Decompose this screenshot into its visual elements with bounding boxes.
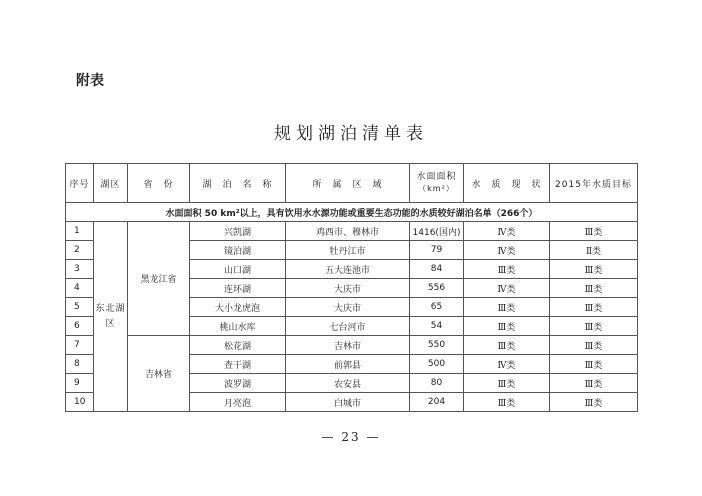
header-lake-name: 湖 泊 名 称 xyxy=(190,164,286,203)
cell-area-region: 大庆市 xyxy=(286,279,410,298)
cell-area-region: 农安县 xyxy=(286,374,410,393)
cell-lake: 波罗湖 xyxy=(190,374,286,393)
header-region: 湖区 xyxy=(94,164,128,203)
cell-water-area: 556 xyxy=(410,279,464,298)
cell-area-region: 牡丹江市 xyxy=(286,241,410,260)
header-province: 省 份 xyxy=(128,164,190,203)
header-water-area-unit: （km²） xyxy=(418,184,455,193)
cell-target: Ⅲ类 xyxy=(550,222,638,241)
cell-no: 7 xyxy=(66,336,94,355)
cell-quality: Ⅲ类 xyxy=(464,298,550,317)
header-quality-now: 水 质 现 状 xyxy=(464,164,550,203)
cell-lake: 大小龙虎泡 xyxy=(190,298,286,317)
table-row xyxy=(66,336,638,355)
cell-target: Ⅲ类 xyxy=(550,374,638,393)
cell-area-region: 吉林市 xyxy=(286,336,410,355)
cell-lake: 镜泊湖 xyxy=(190,241,286,260)
header-water-area-label: 水面面积 xyxy=(416,172,457,182)
header-target-2015: 2015年水质目标 xyxy=(550,164,638,203)
cell-province-jilin: 吉林省 xyxy=(128,336,190,412)
page-title: 规划湖泊清单表 xyxy=(274,124,428,144)
cell-water-area: 550 xyxy=(410,336,464,355)
cell-lake: 松花湖 xyxy=(190,336,286,355)
cell-area-region: 大庆市 xyxy=(286,298,410,317)
cell-no: 3 xyxy=(66,260,94,279)
cell-target: Ⅲ类 xyxy=(550,298,638,317)
header-seq: 序号 xyxy=(66,164,94,203)
cell-lake: 连环湖 xyxy=(190,279,286,298)
cell-lake: 山口湖 xyxy=(190,260,286,279)
header-water-area xyxy=(410,164,464,203)
cell-quality: Ⅲ类 xyxy=(464,317,550,336)
cell-area-region: 白城市 xyxy=(286,393,410,412)
cell-no: 10 xyxy=(66,393,94,412)
cell-water-area: 1416(国内) xyxy=(410,222,464,241)
section-row xyxy=(66,203,638,222)
cell-quality: Ⅳ类 xyxy=(464,279,550,298)
cell-target: Ⅲ类 xyxy=(550,260,638,279)
cell-target: Ⅲ类 xyxy=(550,317,638,336)
cell-province-heilongjiang: 黑龙江省 xyxy=(128,222,190,336)
header-area-region: 所 属 区 域 xyxy=(286,164,410,203)
cell-no: 5 xyxy=(66,298,94,317)
cell-water-area: 84 xyxy=(410,260,464,279)
cell-water-area: 54 xyxy=(410,317,464,336)
cell-quality: Ⅲ类 xyxy=(464,374,550,393)
cell-area-region: 鸡西市、穆林市 xyxy=(286,222,410,241)
cell-quality: Ⅳ类 xyxy=(464,355,550,374)
cell-target: Ⅱ类 xyxy=(550,241,638,260)
cell-water-area: 80 xyxy=(410,374,464,393)
cell-no: 6 xyxy=(66,317,94,336)
cell-area-region: 五大连池市 xyxy=(286,260,410,279)
cell-quality: Ⅲ类 xyxy=(464,393,550,412)
cell-target: Ⅲ类 xyxy=(550,355,638,374)
cell-area-region: 七台河市 xyxy=(286,317,410,336)
section-title: 水面面积 50 km²以上，具有饮用水水源功能或重要生态功能的水质较好湖泊名单（266个） xyxy=(66,203,638,222)
cell-no: 8 xyxy=(66,355,94,374)
lake-list-table xyxy=(65,163,638,412)
cell-water-area: 79 xyxy=(410,241,464,260)
cell-lake: 月亮泡 xyxy=(190,393,286,412)
cell-water-area: 500 xyxy=(410,355,464,374)
header-row xyxy=(66,164,638,203)
cell-lake: 兴凯湖 xyxy=(190,222,286,241)
cell-target: Ⅲ类 xyxy=(550,393,638,412)
cell-quality: Ⅲ类 xyxy=(464,260,550,279)
cell-region: 东北湖区 xyxy=(94,222,128,412)
table-row xyxy=(66,222,638,241)
cell-no: 4 xyxy=(66,279,94,298)
cell-no: 1 xyxy=(66,222,94,241)
cell-water-area: 65 xyxy=(410,298,464,317)
cell-target: Ⅲ类 xyxy=(550,279,638,298)
cell-area-region: 前郭县 xyxy=(286,355,410,374)
cell-no: 9 xyxy=(66,374,94,393)
cell-water-area: 204 xyxy=(410,393,464,412)
cell-quality: Ⅳ类 xyxy=(464,222,550,241)
cell-no: 2 xyxy=(66,241,94,260)
page-number: — 23 — xyxy=(321,430,381,444)
cell-lake: 桃山水库 xyxy=(190,317,286,336)
cell-quality: Ⅳ类 xyxy=(464,241,550,260)
cell-lake: 查干湖 xyxy=(190,355,286,374)
cell-target: Ⅲ类 xyxy=(550,336,638,355)
appendix-label: 附表 xyxy=(76,73,104,89)
cell-quality: Ⅲ类 xyxy=(464,336,550,355)
